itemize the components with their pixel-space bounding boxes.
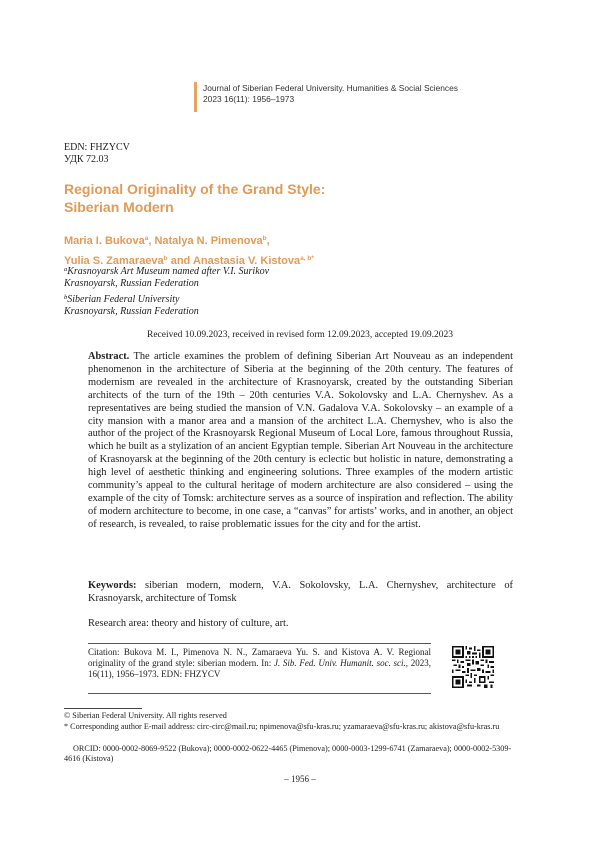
abstract xyxy=(88,351,513,532)
journal-header xyxy=(203,83,458,105)
author-affiliation-mark: a, b* xyxy=(300,255,314,262)
citation-rule-bottom xyxy=(88,693,431,694)
affiliation-mark: a xyxy=(64,266,68,273)
journal-title: Journal of Siberian Federal University. Humanities & Social Sciences xyxy=(203,83,458,93)
author-name: Yulia S. Zamaraeva xyxy=(64,255,164,267)
author-conjunction: and xyxy=(170,255,191,267)
edn-code: EDN: FHZYCV xyxy=(64,142,130,153)
orcid-note: ORCID: 0000-0002-8069-9522 (Bukova); 0000-0002-0622-4465 (Pimenova); 0000-0003-1299-6741 (Zamaraeva); 0000-0002-5309-4616 (Kistova) xyxy=(64,744,512,764)
authors-line-1: Maria I. Bukova$^a$, Natalya N. Pimenova$^b$, xyxy=(64,235,270,247)
keywords-label: Keywords: xyxy=(88,580,137,591)
author-affiliation-mark: a xyxy=(144,235,149,242)
research-area: Research area: theory and history of culture, art. xyxy=(88,618,289,629)
received-dates: Received 10.09.2023, received in revised form 12.09.2023, accepted 19.09.2023 xyxy=(146,330,454,340)
author-affiliation-mark: b xyxy=(163,255,168,262)
affiliation-mark: b xyxy=(64,294,68,301)
journal-issue: 2023 16(11): 1956–1973 xyxy=(203,94,295,104)
title-line-2: Siberian Modern xyxy=(64,199,174,215)
citation-journal: J. Sib. Fed. Univ. Humanit. soc. sci., xyxy=(273,658,409,669)
abstract-text: The article examines the problem of defining Siberian Art Nouveau as an independent phenomenon in the architecture of Siberia at the beginning of the 20th century. The features of modernism are revealed in the architecture of Krasnoyarsk, created by the outstanding Siberian architects of the turn of the 19th – 20th centuries V.A. Sokolovsky and L.A. Chernyshev. As a representatives are being studied the mansion of V.N. Gadalova V.A. Sokolovsky – an example of a city mansion with a manor area and a mansion of the architect L.A. Chernyshev, who is also the author of the project of the Krasnoyarsk Regional Museum of Local Lore, famous throughout Russia, which he built as a stylization of an ancient Egyptian temple. Siberian Art Nouveau in the architecture of Krasnoyarsk at the beginning of the 20th century is eclectic but holistic in nature, demonstrating a high level of aesthetic thinking and engineering solutions. Three examples of the modern artistic community’s appeal to the cultural heritage of modern architecture are also considered – using the example of the city of Tomsk: architecture serves as a source of inspiration and reflection. The ability of modern architecture to become, in one case, a “canvas” for artists’ works, and in another, an object of research, is revealed, to raise problematic issues for the city and for the artist. xyxy=(88,351,513,530)
affiliation-b-name: $^b$Siberian Federal University xyxy=(64,294,180,305)
qr-code-icon xyxy=(452,646,494,688)
title-line-1: Regional Originality of the Grand Style: xyxy=(64,181,326,197)
header-accent-bar xyxy=(194,82,197,112)
author-name: Maria I. Bukova xyxy=(64,235,145,247)
affiliation-a-name: $^a$Krasnoyarsk Art Museum named after V.I. Surikov xyxy=(64,266,270,277)
abstract-label: Abstract. xyxy=(88,351,130,362)
corresponding-author-note: * Corresponding author E-mail address: circ-circ@mail.ru; npimenova@sfu-kras.ru; yzamaraeva@sfu-kras.ru; akistova@sfu-kras.ru xyxy=(64,722,500,731)
author-affiliation-mark: b xyxy=(262,235,267,242)
citation xyxy=(88,647,431,680)
author-name: Natalya N. Pimenova xyxy=(154,235,263,247)
keywords xyxy=(88,580,513,606)
citation-rule-top xyxy=(88,643,431,644)
citation-details: 2023, 16(11), 1956–1973. EDN: FHZYCV xyxy=(88,658,432,680)
affiliation-b-place: Krasnoyarsk, Russian Federation xyxy=(64,306,199,317)
page-number: – 1956 – xyxy=(284,774,316,784)
copyright-note: © Siberian Federal University. All rights reserved xyxy=(64,711,227,720)
keywords-text: siberian modern, modern, V.A. Sokolovsky, L.A. Chernyshev, architecture of Krasnoyarsk, architecture of Tomsk xyxy=(88,580,513,604)
footnote-rule xyxy=(64,708,142,709)
citation-text: Citation: Bukova M. I., Pimenova N. N., Zamaraeva Yu. S. and Kistova A. V. Regional originality of the grand style: siberian modern. In: xyxy=(88,647,431,669)
affiliation-a-place: Krasnoyarsk, Russian Federation xyxy=(64,278,199,289)
author-name: Anastasia V. Kistova xyxy=(192,255,301,267)
udk-code: УДК 72.03 xyxy=(64,154,109,165)
article-title xyxy=(64,180,484,216)
